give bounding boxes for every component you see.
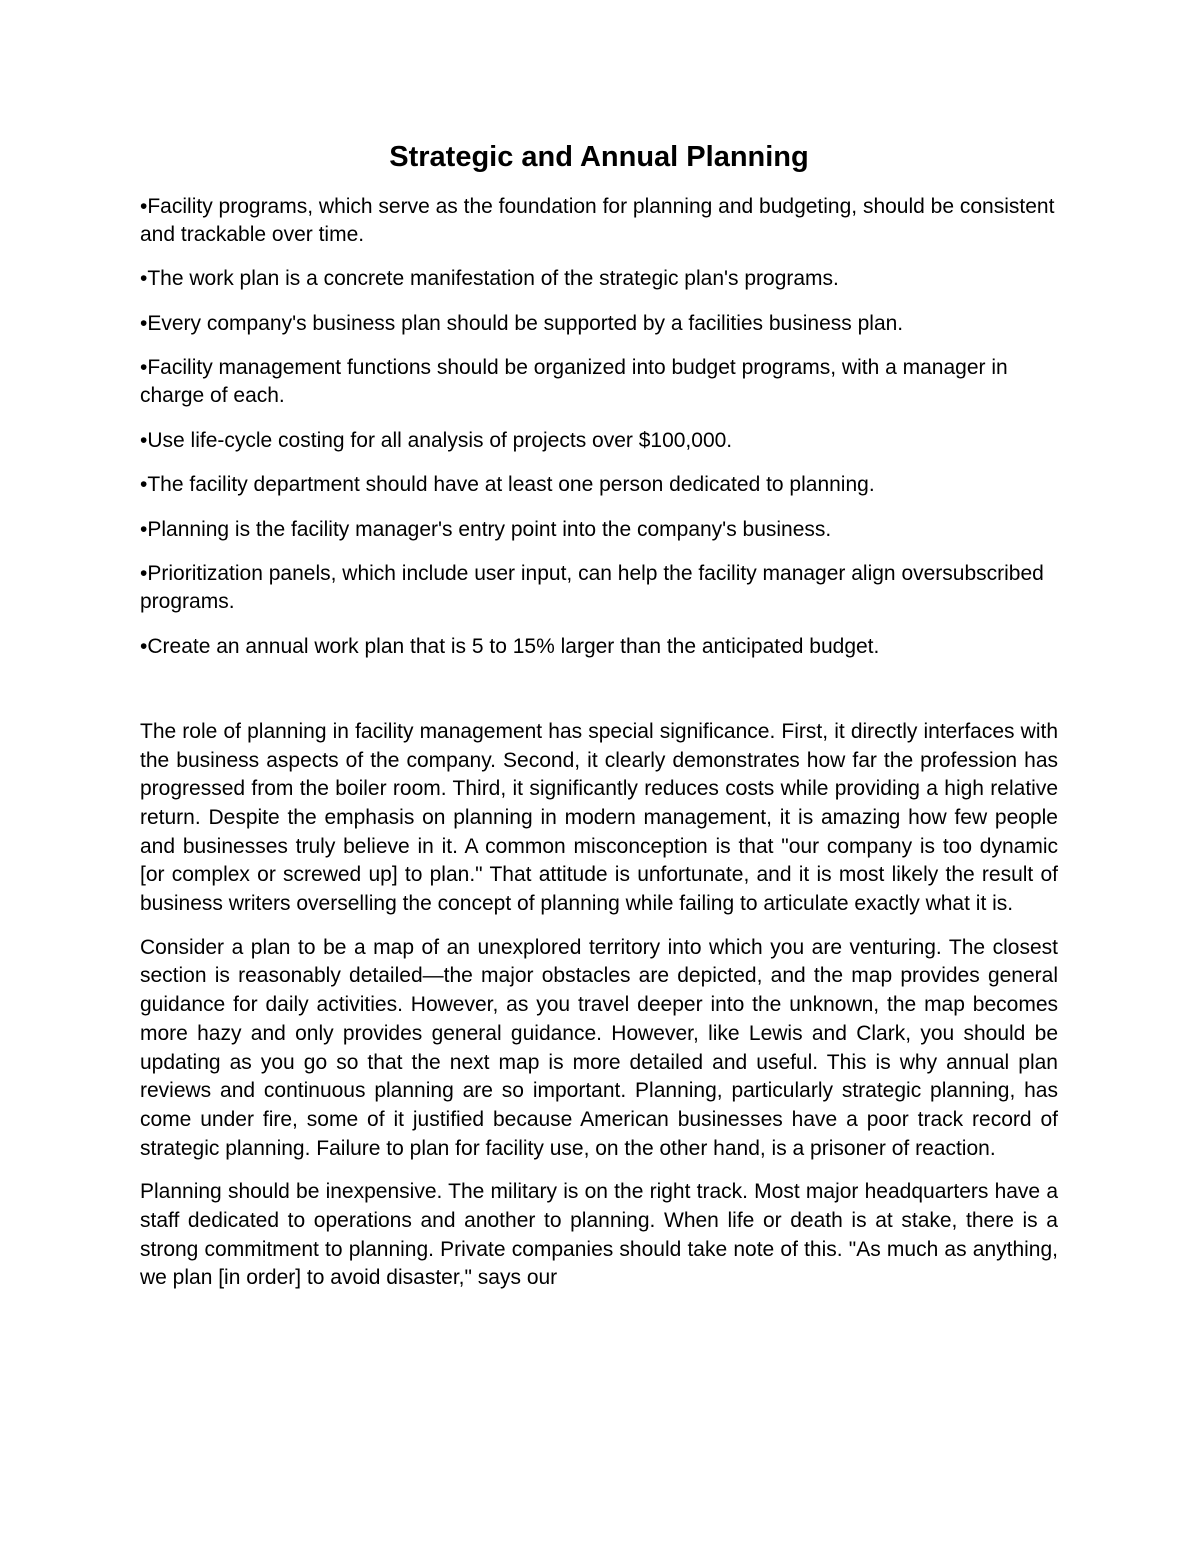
bullet-item: • Every company's business plan should be supported by a facilities business plan.: [140, 310, 1058, 338]
key-points-list: [140, 193, 1058, 661]
body-text: [140, 718, 1058, 1293]
bullet-item: • Facility management functions should be organized into budget programs, with a manager in charge of each.: [140, 354, 1058, 410]
body-paragraph: Planning should be inexpensive. The military is on the right track. Most major headquarters have a staff dedicated to operations and another to planning. When life or death is at stake, there is a strong commitment to planning. Private companies should take note of this. "As much as anything, we plan [in order] to avoid disaster," says our: [140, 1180, 1058, 1290]
bullet-item: • Planning is the facility manager's entry point into the company's business.: [140, 516, 1058, 544]
bullet-item: • Facility programs, which serve as the foundation for planning and budgeting, should be consistent and trackable over time.: [140, 193, 1058, 249]
document-page: [140, 140, 1058, 1308]
bullet-item: • The facility department should have at least one person dedicated to planning.: [140, 471, 1058, 499]
page-title: Strategic and Annual Planning: [389, 141, 809, 173]
bullet-item: • Use life-cycle costing for all analysis of projects over $100,000.: [140, 427, 1058, 455]
bullet-item: • The work plan is a concrete manifestation of the strategic plan's programs.: [140, 265, 1058, 293]
body-paragraph: Consider a plan to be a map of an unexplored territory into which you are venturing. The closest section is reasonably detailed—the major obstacles are depicted, and the map provides general guidance for daily activities. However, as you travel deeper into the unknown, the map becomes more hazy and only provides general guidance. However, like Lewis and Clark, you should be updating as you go so that the next map is more detailed and useful. This is why annual plan reviews and continuous planning are so important. Planning, particularly strategic planning, has come under fire, some of it justified because American businesses have a poor track record of strategic planning. Failure to plan for facility use, on the other hand, is a prisoner of reaction.: [140, 935, 1058, 1160]
bullet-item: • Create an annual work plan that is 5 to 15% larger than the anticipated budget.: [140, 633, 1058, 661]
bullet-item: • Prioritization panels, which include user input, can help the facility manager align oversubscribed programs.: [140, 560, 1058, 616]
body-paragraph: The role of planning in facility management has special significance. First, it directly interfaces with the business aspects of the company. Second, it clearly demonstrates how far the profession has progressed from the boiler room. Third, it significantly reduces costs while providing a high relative return. Despite the emphasis on planning in modern management, it is amazing how few people and businesses truly believe in it. A common misconception is that "our company is too dynamic [or complex or screwed up] to plan." That attitude is unfortunate, and it is most likely the result of business writers overselling the concept of planning while failing to articulate exactly what it is.: [140, 719, 1058, 916]
